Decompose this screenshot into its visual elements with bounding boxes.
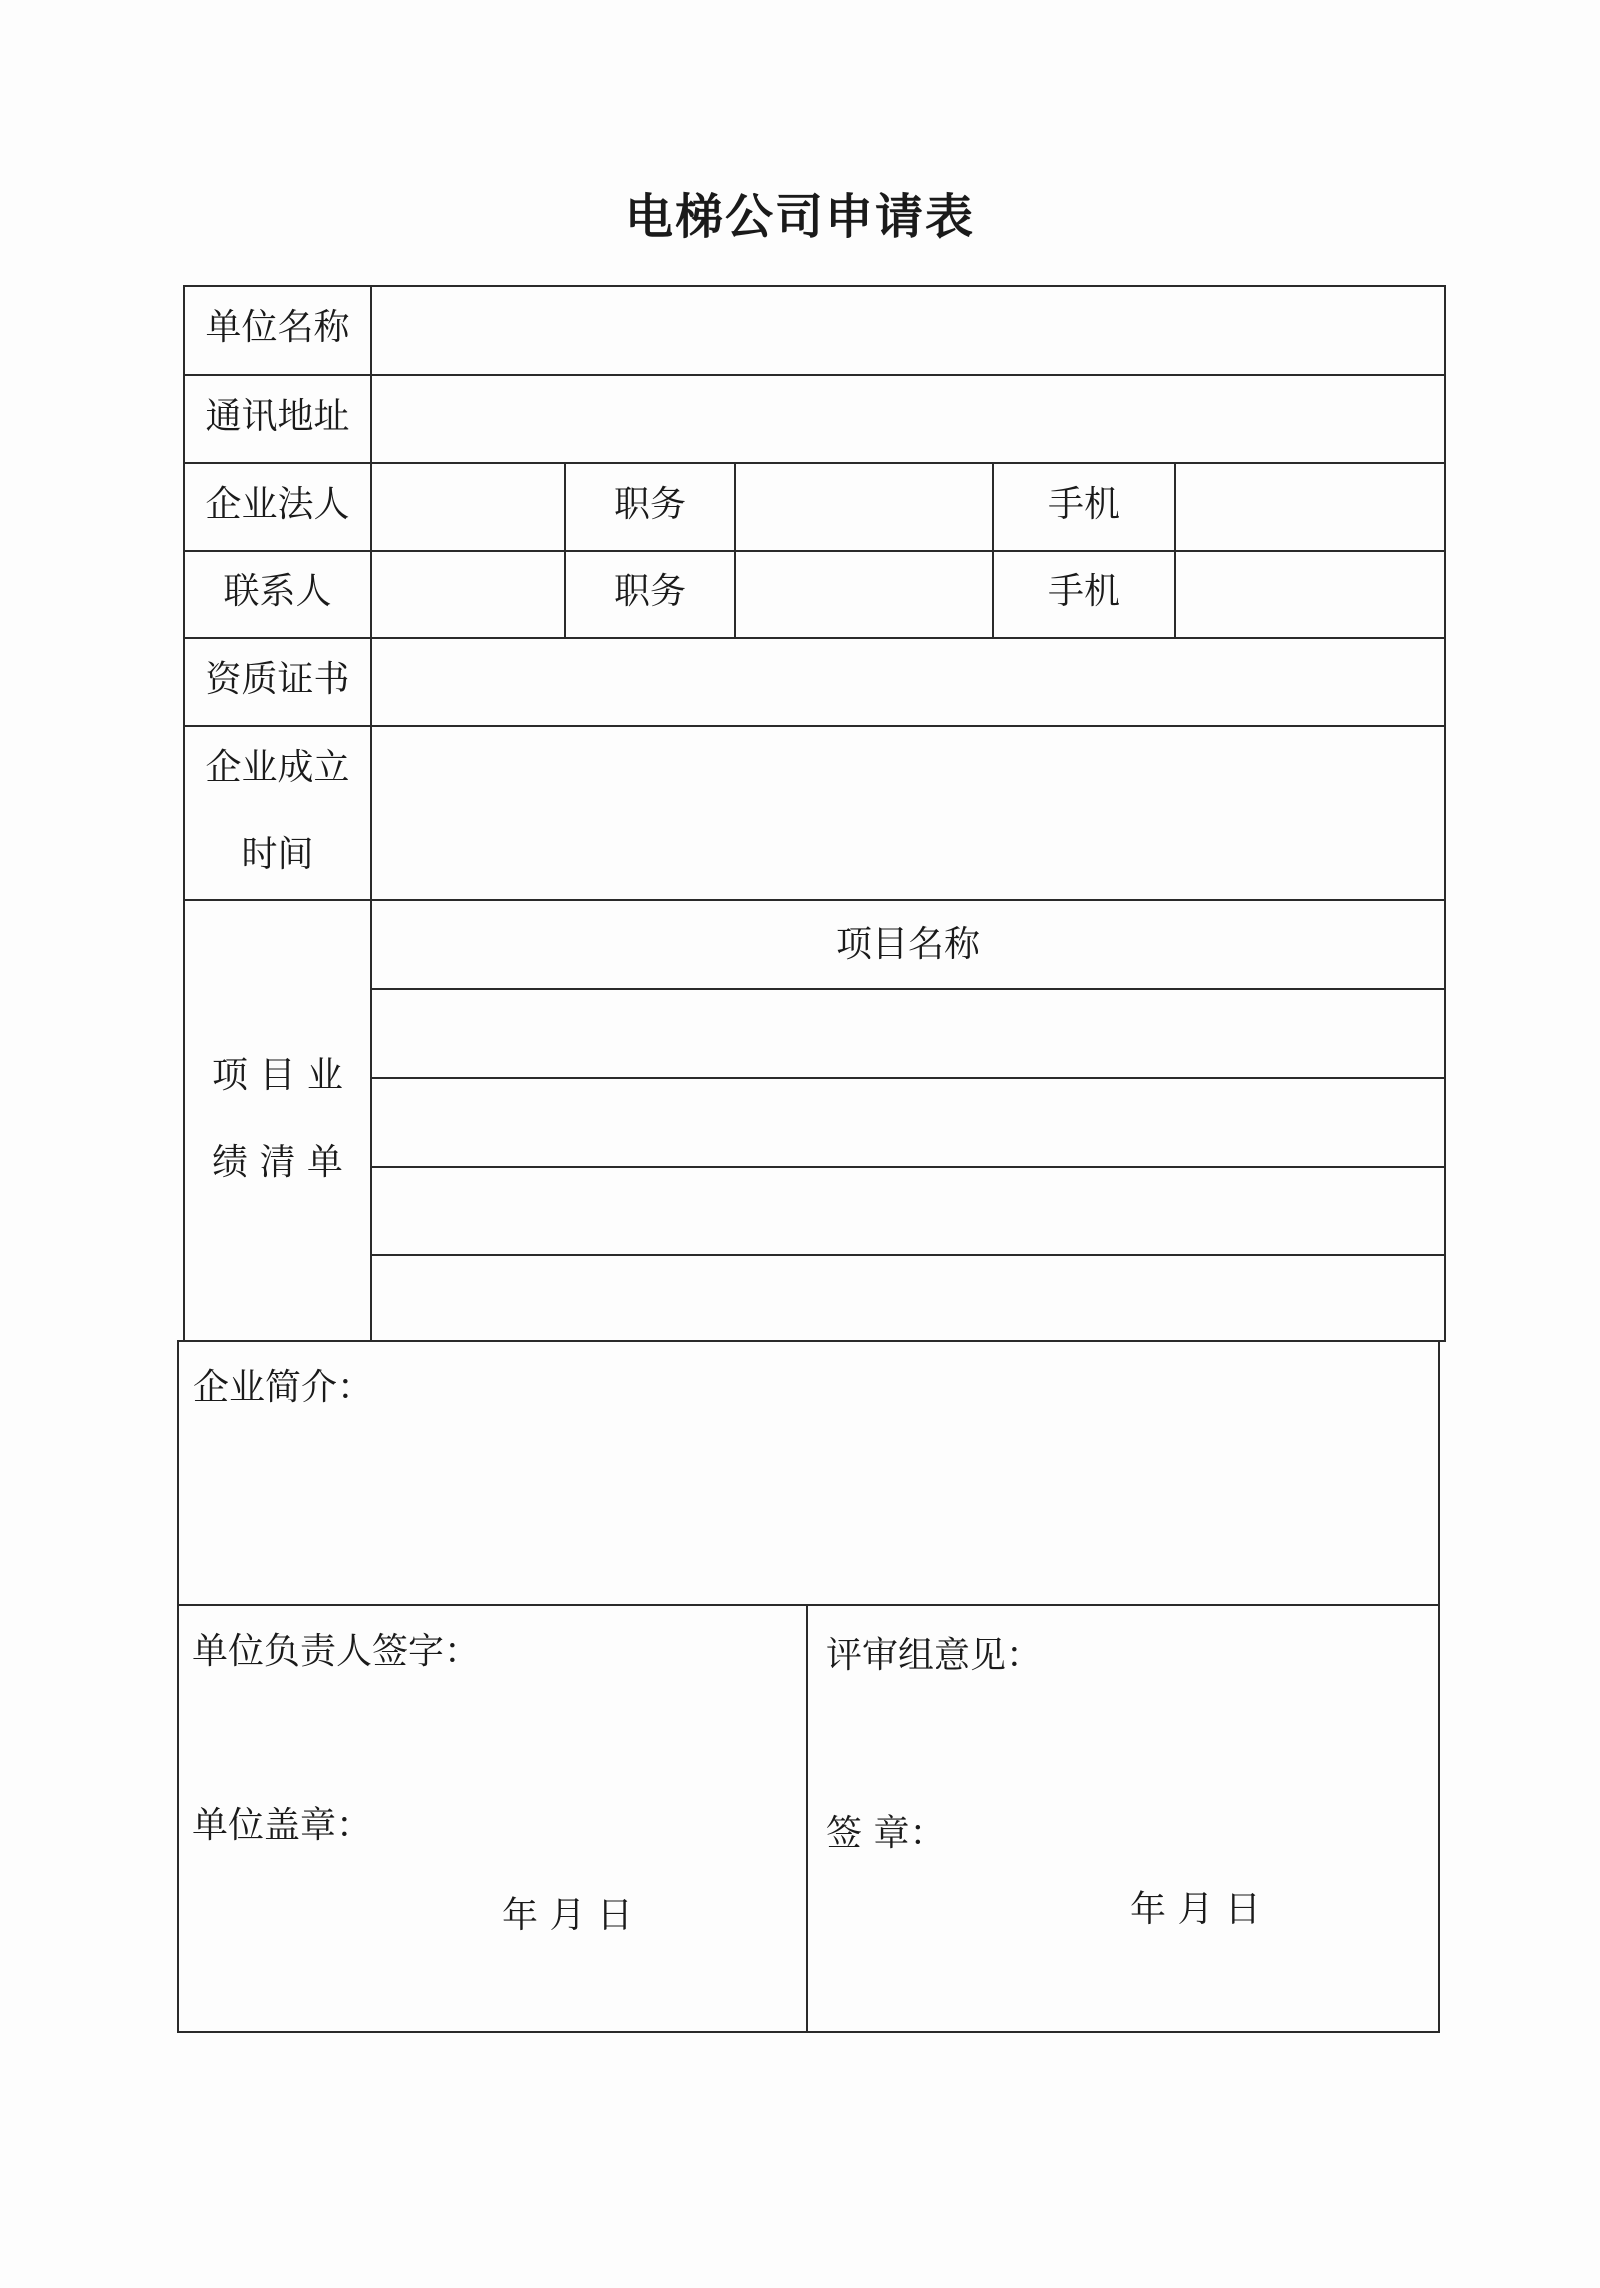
label-sign-seal: 签 章： [826,1813,946,1854]
rule [177,1604,1440,1606]
label-legal-person: 企业法人 [205,484,350,525]
rule [1438,1340,1440,2033]
contact-position-field[interactable] [736,552,992,637]
address-field[interactable] [372,376,1444,462]
label-mobile-1: 手机 [1047,484,1120,525]
date-right: 年 月 日 [1130,1889,1261,1930]
contact-mobile-field[interactable] [1176,552,1444,637]
label-unit-name: 单位名称 [205,307,350,348]
label-established-line1: 企业成立 [205,747,350,788]
label-address: 通讯地址 [205,396,350,437]
label-position-2: 职务 [613,571,686,612]
project-row-1[interactable] [372,990,1444,1077]
intro-field[interactable] [179,1420,1438,1604]
leader-sign-area[interactable] [179,1680,806,1800]
label-projects-line2: 绩 清 单 [212,1142,343,1183]
label-contact: 联系人 [223,571,332,612]
established-time-field[interactable] [372,727,1444,899]
label-position-1: 职务 [613,484,686,525]
legal-person-position-field[interactable] [736,464,992,550]
legal-person-field[interactable] [372,464,564,550]
rule [177,2031,1440,2033]
label-unit-seal: 单位盖章： [192,1805,373,1846]
rule [806,1604,808,2033]
rule [183,899,1446,901]
form-title: 电梯公司申请表 [624,189,975,245]
label-certificate: 资质证书 [205,659,350,700]
project-row-4[interactable] [372,1256,1444,1340]
rule [177,1340,1446,1342]
label-mobile-2: 手机 [1047,571,1120,612]
certificate-field[interactable] [372,639,1444,725]
review-opinion-area[interactable] [808,1690,1438,1800]
rule [1444,285,1446,1340]
contact-field[interactable] [372,552,564,637]
label-established-line2: 时间 [241,834,314,875]
unit-name-field[interactable] [372,287,1444,374]
label-projects-line1: 项 目 业 [212,1055,343,1096]
label-review-opinion: 评审组意见： [826,1635,1043,1676]
label-intro: 企业简介： [193,1367,374,1408]
project-row-3[interactable] [372,1168,1444,1254]
project-row-2[interactable] [372,1079,1444,1166]
legal-person-mobile-field[interactable] [1176,464,1444,550]
date-left: 年 月 日 [502,1895,633,1936]
project-name-header: 项目名称 [835,924,980,965]
label-leader-sign: 单位负责人签字： [192,1631,481,1672]
